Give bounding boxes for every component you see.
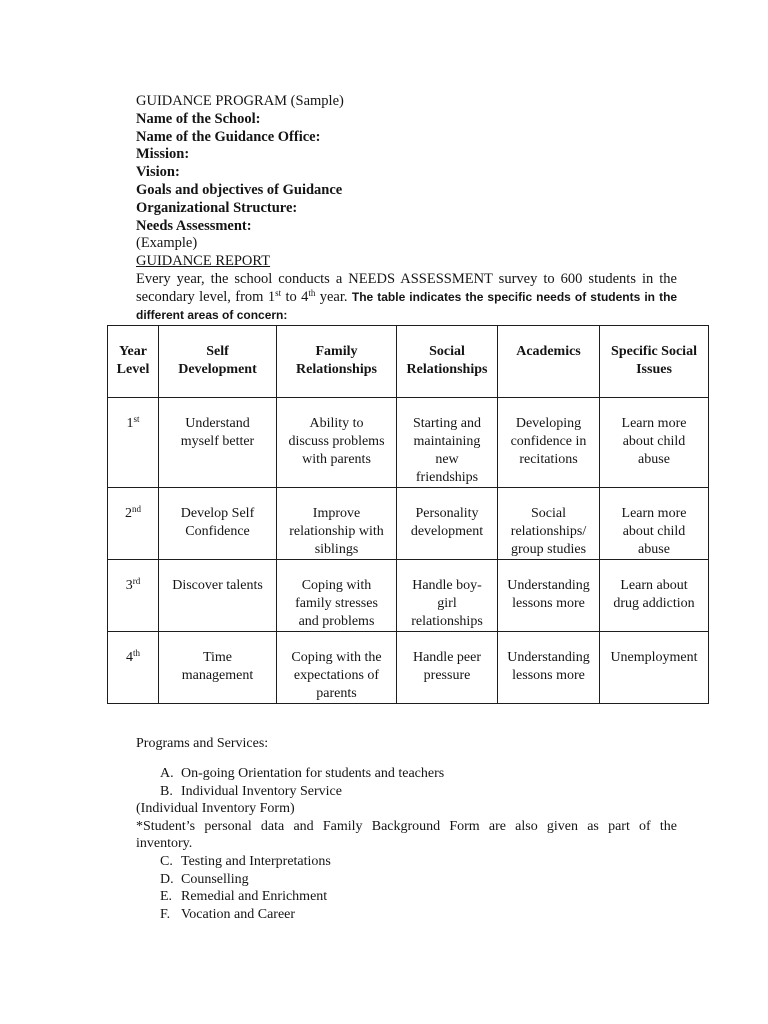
year-suffix: nd [132, 504, 141, 514]
page-title: GUIDANCE PROGRAM (Sample) [136, 93, 344, 109]
cell-line: myself better [180, 434, 255, 449]
year-to: 4 [301, 288, 309, 305]
cell-line: Learn more [621, 416, 687, 431]
cell-family-relationships [277, 560, 397, 632]
program-item-b [136, 783, 677, 801]
cell-line: new [435, 452, 459, 467]
cell-specific-social-issues [600, 398, 709, 488]
intro-paragraph-line-2 [136, 289, 677, 307]
program-item-d [136, 871, 677, 889]
cell-line: Improve [312, 506, 361, 521]
year-number: 3 [125, 578, 133, 593]
intro-paragraph-line-3: different areas of concern: [136, 307, 288, 322]
column-header-line: Issues [636, 362, 672, 377]
cell-line: about child [622, 434, 686, 449]
table-row-year-1 [108, 398, 709, 488]
cell-line: friendships [415, 470, 479, 485]
cell-line: Ability to [309, 416, 364, 431]
list-marker: F. [160, 906, 171, 922]
cell-academics [498, 398, 600, 488]
cell-line: Understand [185, 416, 250, 431]
column-header-line: Social [429, 344, 465, 359]
cell-line: Unemployment [610, 650, 698, 665]
cell-line: group studies [510, 542, 587, 557]
goals-objectives-label: Goals and objectives of Guidance [136, 181, 343, 198]
cell-line: abuse [638, 542, 670, 557]
organizational-structure-label: Organizational Structure: [136, 199, 298, 216]
year-suffix: rd [132, 576, 141, 586]
cell-line: Confidence [185, 524, 250, 539]
cell-academics [498, 632, 600, 704]
cell-line: relationships/ [510, 524, 587, 539]
program-item-f [136, 906, 677, 924]
program-item-text: Counselling [181, 871, 249, 887]
cell-specific-social-issues [600, 488, 709, 560]
cell-line: discuss problems [288, 434, 385, 449]
document-header [136, 93, 677, 324]
cell-social-relationships [397, 398, 498, 488]
cell-line: management [181, 668, 254, 683]
cell-specific-social-issues [600, 560, 709, 632]
program-item-text: Testing and Interpretations [181, 853, 331, 869]
year-number: 1 [126, 416, 134, 431]
cell-social-relationships [397, 560, 498, 632]
needs-assessment-table [107, 325, 709, 704]
program-item-text: Individual Inventory Service [181, 783, 342, 799]
cell-line: development [410, 524, 484, 539]
table-row-year-3 [108, 560, 709, 632]
program-item-a [136, 765, 677, 783]
table-row-year-4 [108, 632, 709, 704]
cell-family-relationships [277, 488, 397, 560]
cell-line: and problems [298, 614, 375, 629]
column-header-line: Specific Social [611, 344, 697, 359]
cell-line: parents [316, 686, 357, 701]
column-header-academics [498, 326, 600, 398]
cell-year-level [108, 632, 159, 704]
mission-label: Mission: [136, 146, 190, 163]
cell-line: Develop Self [180, 506, 255, 521]
cell-specific-social-issues [600, 632, 709, 704]
needs-assessment-table-body [108, 326, 709, 704]
cell-family-relationships [277, 398, 397, 488]
list-marker: C. [160, 853, 173, 869]
cell-family-relationships [277, 632, 397, 704]
cell-line: Developing [515, 416, 582, 431]
cell-academics [498, 560, 600, 632]
list-marker: B. [160, 783, 173, 799]
cell-line: Handle boy- [412, 578, 482, 593]
cell-self-development [159, 488, 277, 560]
vision-label: Vision: [136, 164, 180, 181]
cell-social-relationships [397, 488, 498, 560]
intro-paragraph-line-1: Every year, the school conducts a NEEDS ASSESSMENT survey to 600 students in the [136, 270, 677, 287]
column-header-line: Level [116, 362, 150, 377]
cell-line: Personality [415, 506, 479, 521]
intro-year-word: year. [319, 288, 348, 305]
cell-line: confidence in [510, 434, 587, 449]
program-item-e [136, 888, 677, 906]
cell-line: relationship with [289, 524, 384, 539]
programs-services-list [136, 765, 677, 923]
program-item-text: Vocation and Career [181, 906, 296, 922]
cell-line: expectations of [293, 668, 380, 683]
inventory-note-line-1: *Student’s personal data and Family Background Form are also given as part of the [136, 818, 677, 834]
cell-line: with parents [302, 452, 371, 467]
list-marker: D. [160, 871, 174, 887]
cell-line: Understanding [507, 578, 590, 593]
column-header-line: Relationships [406, 362, 488, 377]
cell-social-relationships [397, 632, 498, 704]
column-header-line: Year [119, 344, 147, 359]
column-header-line: Family [315, 344, 358, 359]
cell-line: Learn about [620, 578, 688, 593]
cell-line: pressure [423, 668, 471, 683]
intro-text: secondary level, from [136, 288, 264, 305]
cell-academics [498, 488, 600, 560]
cell-line: relationships [411, 614, 483, 629]
year-from: 1 [267, 288, 276, 305]
table-intro-note: The table indicates the specific needs of students in the [351, 289, 678, 304]
cell-self-development [159, 560, 277, 632]
cell-line: Starting and [412, 416, 482, 431]
cell-self-development [159, 398, 277, 488]
column-header-line: Academics [516, 344, 581, 359]
year-from-suffix: st [275, 287, 282, 298]
programs-services-title: Programs and Services: [136, 736, 269, 751]
inventory-note-line-2: inventory. [136, 836, 193, 852]
table-header-row [108, 326, 709, 398]
year-to-suffix: th [308, 287, 316, 298]
column-header-line: Development [178, 362, 257, 377]
list-marker: A. [160, 766, 174, 781]
cell-line: drug addiction [613, 596, 695, 611]
cell-line: Coping with [301, 578, 372, 593]
needs-assessment-label: Needs Assessment: [136, 217, 252, 234]
cell-line: Discover talents [172, 578, 263, 593]
program-item-text: Remedial and Enrichment [181, 889, 328, 905]
year-number: 4 [125, 650, 133, 665]
cell-line: Coping with the [291, 650, 382, 665]
cell-line: lessons more [512, 668, 585, 683]
cell-line: abuse [638, 452, 670, 467]
column-header-line: Self [206, 344, 229, 359]
cell-line: siblings [314, 542, 359, 557]
column-header-year-level [108, 326, 159, 398]
column-header-self-development [159, 326, 277, 398]
cell-line: Handle peer [412, 650, 482, 665]
cell-line: about child [622, 524, 686, 539]
cell-line: Understanding [507, 650, 590, 665]
report-title: GUIDANCE REPORT [136, 253, 271, 270]
school-name-label: Name of the School: [136, 110, 261, 127]
cell-line: Time [202, 650, 233, 665]
column-header-line: Relationships [296, 362, 377, 377]
cell-line: family stresses [295, 596, 378, 611]
column-header-family-relationships [277, 326, 397, 398]
intro-to-word: to [285, 288, 297, 305]
example-label: (Example) [136, 235, 198, 252]
cell-line: maintaining [413, 434, 481, 449]
year-number: 2 [125, 506, 132, 521]
cell-line: Learn more [621, 506, 687, 521]
program-item-text: On-going Orientation for students and teachers [181, 766, 445, 781]
column-header-social-relationships [397, 326, 498, 398]
cell-line: recitations [519, 452, 578, 467]
guidance-office-name-label: Name of the Guidance Office: [136, 128, 321, 145]
cell-year-level [108, 488, 159, 560]
cell-year-level [108, 398, 159, 488]
inventory-form-note: (Individual Inventory Form) [136, 801, 295, 817]
column-header-specific-social-issues [600, 326, 709, 398]
list-marker: E. [160, 889, 173, 905]
cell-year-level [108, 560, 159, 632]
year-suffix: st [133, 414, 140, 424]
program-item-c [136, 853, 677, 871]
table-row-year-2 [108, 488, 709, 560]
cell-self-development [159, 632, 277, 704]
year-suffix: th [132, 648, 140, 658]
cell-line: lessons more [512, 596, 585, 611]
cell-line: girl [437, 596, 457, 611]
cell-line: Social [531, 506, 566, 521]
